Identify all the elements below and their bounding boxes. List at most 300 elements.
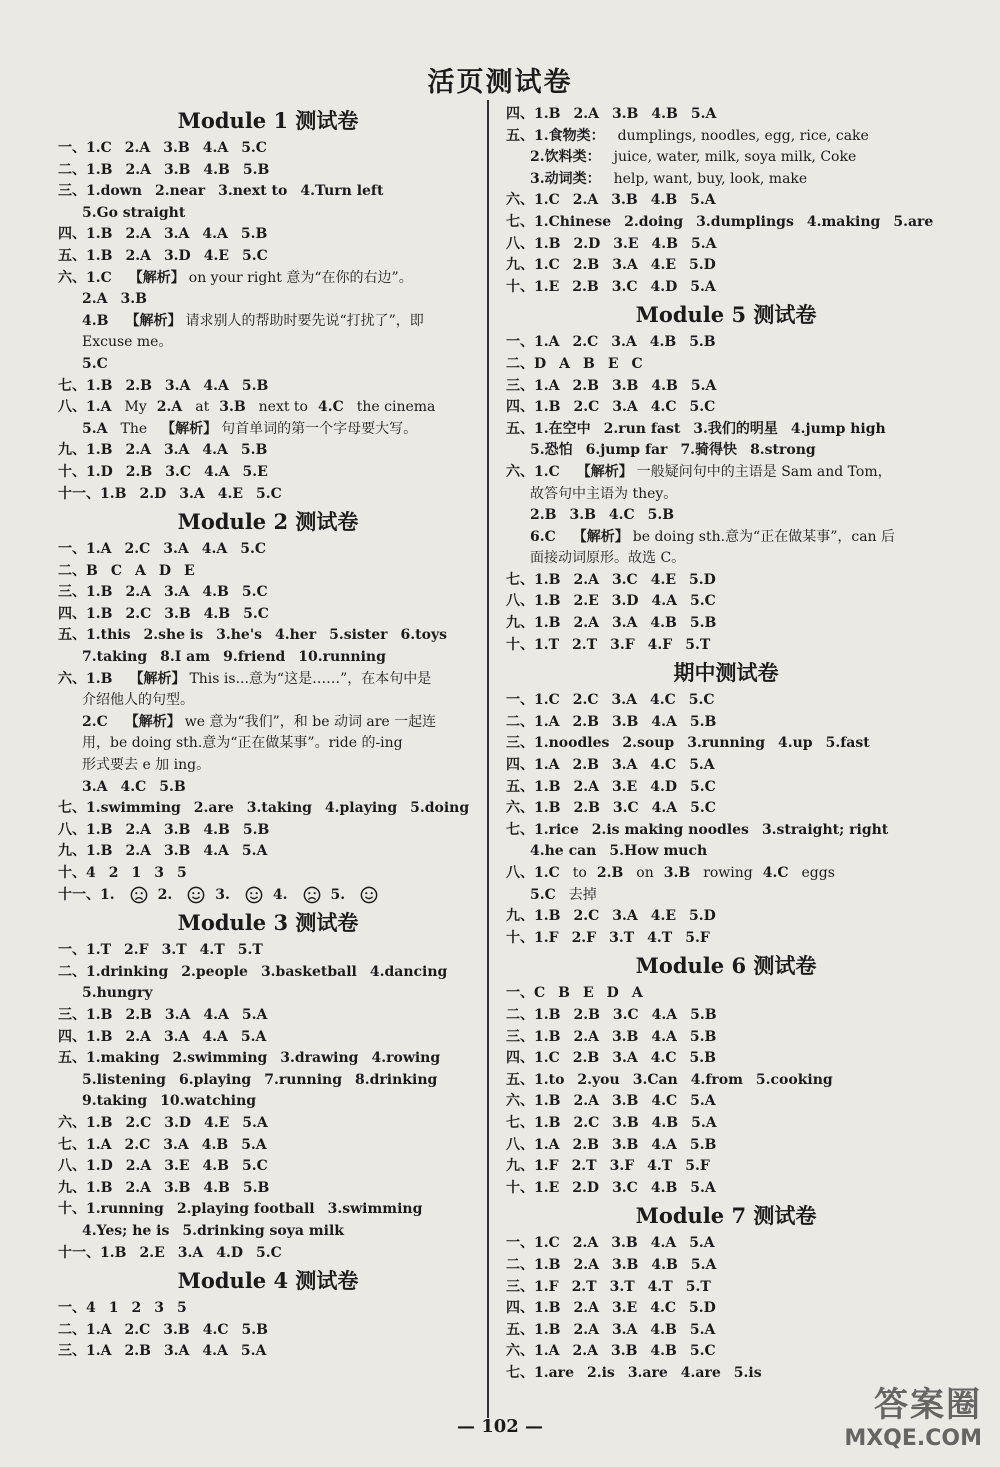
answer: 1.noodles (534, 735, 610, 752)
answer: 3.basketball (260, 963, 357, 980)
answer: 3.straight; right (761, 821, 889, 838)
happy-face-icon (360, 886, 378, 904)
answer: 4.A (202, 140, 229, 156)
question-number: 十、 (58, 865, 86, 881)
answer: 1.F (534, 929, 559, 946)
answer-line (506, 484, 946, 506)
question-number: 八、 (506, 865, 534, 881)
answer: C (110, 562, 122, 579)
answer-line (58, 777, 478, 799)
answer: 4.A (651, 713, 677, 730)
answer: 4 (86, 1300, 96, 1317)
answer: 5.A (240, 1343, 267, 1360)
answer-line (506, 613, 946, 635)
answer-line (58, 1070, 478, 1092)
answer-text: eggs (801, 865, 835, 881)
answer: 5.C (690, 593, 716, 610)
answer: 2.B (125, 1006, 152, 1023)
answer: D (534, 355, 547, 372)
answer: 3.B (611, 713, 639, 730)
question-number: 六、 (506, 1343, 534, 1360)
answer-line (506, 1156, 946, 1178)
answer: 3.B (611, 377, 639, 394)
answer: 5.A (690, 1093, 716, 1110)
answer-line (58, 289, 478, 311)
answer-line (58, 332, 478, 354)
answer: 2.C (82, 713, 108, 730)
section-heading: Module 3 测试卷 (177, 910, 359, 936)
answer: 4.C (317, 399, 344, 416)
answer: 5.D (689, 1300, 716, 1317)
answer: 1.B (86, 247, 113, 264)
watermark-logo: 答案圈 (874, 1385, 982, 1425)
answer: 4 (86, 865, 96, 881)
answer-line (506, 820, 946, 842)
answer: 1.C (534, 192, 560, 209)
answer: 2.A (125, 843, 151, 860)
answer: 5.A (241, 1136, 267, 1153)
answer-line (506, 928, 946, 950)
answer-line (58, 863, 478, 885)
answer: 4.T (647, 1158, 673, 1175)
answer: 4.her (275, 627, 317, 644)
answer: 3. (215, 886, 230, 903)
answer: 2.A (125, 226, 151, 243)
answer: 1.D (86, 1158, 113, 1175)
answer-line (506, 1178, 946, 1200)
answer-line (506, 169, 946, 191)
answer: 2.A (82, 291, 108, 308)
question-number: 五、 (58, 627, 86, 644)
answer-text: Excuse me。 (82, 334, 173, 351)
answer: 1.B (86, 605, 113, 622)
answer: 3.F (610, 636, 635, 653)
answer-text: 介绍他人的句型。 (82, 692, 194, 709)
answer: 5 (177, 1300, 187, 1317)
answer: 3.A (164, 377, 191, 394)
answer-line (58, 1320, 478, 1342)
answer: 5.doing (410, 800, 470, 817)
answer-line (506, 354, 946, 376)
answer: 2.playing football (176, 1201, 315, 1218)
answer-line (58, 1113, 478, 1135)
answer-text: to (572, 865, 587, 881)
answer-text: This is...意为“这是……”，在本句中是 (189, 670, 432, 687)
answer: 2.C (573, 1114, 600, 1131)
left-column (58, 104, 478, 1363)
answer-line (506, 733, 946, 755)
answer: 2.B (572, 377, 599, 394)
answer-line (58, 841, 478, 863)
answer: 5.C (689, 399, 716, 416)
answer: 4.A (651, 1028, 677, 1045)
answer: 1.D (86, 463, 113, 480)
question-number: 七、 (58, 377, 86, 394)
answer-line (58, 1178, 478, 1200)
question-number: 二、 (506, 1006, 534, 1023)
answer: 5.B (241, 377, 269, 394)
answer: 2.D (139, 485, 167, 502)
answer: E (607, 355, 619, 372)
answer: 4.B (650, 1321, 677, 1338)
answer-line (506, 255, 946, 277)
analysis-tag: 【解析】 (124, 713, 181, 730)
answer-line (58, 1027, 478, 1049)
answer: 5.恐怕 (530, 442, 573, 459)
answer: 3.C (611, 571, 638, 588)
answer-line (506, 755, 946, 777)
answer: 1.A (534, 757, 560, 774)
answer: 4.B (651, 1256, 678, 1273)
question-number: 九、 (506, 908, 534, 925)
answer: 2.A (125, 1179, 151, 1196)
answer: 1.B (100, 485, 127, 502)
answer-line (58, 1156, 478, 1178)
answer-line (506, 591, 946, 613)
answer: 1.B (534, 106, 561, 122)
answer: 5.B (240, 226, 268, 243)
answer: 5.B (689, 1050, 716, 1067)
answer: 4.A (203, 463, 230, 480)
answer: 1.C (534, 257, 560, 274)
answer: 3.B (569, 507, 596, 524)
answer: 3.C (612, 1179, 638, 1196)
answer: 1.C (534, 692, 560, 709)
answer: 5.A (689, 1321, 716, 1338)
answer-line (58, 354, 478, 376)
answer: 1.B (86, 584, 113, 601)
answer: 3.C (612, 800, 639, 817)
answer: 5.B (689, 1136, 717, 1153)
answer: 2.A (573, 615, 599, 632)
answer: 2.A (573, 106, 599, 122)
answer: 1.to (534, 1071, 565, 1088)
analysis-tag: 【解析】 (125, 312, 182, 329)
answer: 3.A (612, 257, 638, 274)
answer: 4.C (650, 757, 677, 774)
question-number: 六、 (506, 192, 534, 209)
answer: 4.up (778, 735, 813, 752)
answer: 1.食物类： (534, 127, 605, 144)
answer: 2.T (572, 636, 598, 653)
answer: 5.A (690, 235, 717, 252)
answer: 1.C (534, 1235, 560, 1252)
answer: 4.B (203, 821, 230, 838)
answer: 1.B (534, 1114, 561, 1131)
question-number: 一、 (58, 541, 86, 558)
answer: 4.T (199, 942, 225, 959)
question-number: 八、 (58, 821, 86, 838)
answer: 5.A (689, 1235, 715, 1252)
answer-line (58, 604, 478, 626)
answer: 5.C (690, 778, 716, 795)
answer: 2.B (572, 713, 599, 730)
question-number: 五、 (58, 247, 86, 264)
answer: 2.A (125, 442, 151, 459)
answer-line (506, 885, 946, 907)
answer: 3.B (163, 821, 191, 838)
answer: 1.B (86, 843, 113, 860)
answer-line (58, 268, 478, 290)
answer-text: 一般疑问句中的主语是 Sam and Tom， (636, 463, 892, 480)
answer-line (506, 147, 946, 169)
question-number: 二、 (506, 1256, 534, 1273)
answer: 3.A (612, 399, 638, 416)
answer: 1.this (86, 627, 131, 644)
question-number: 九、 (506, 257, 534, 274)
question-number: 七、 (506, 571, 534, 588)
answer-line (506, 1255, 946, 1277)
answer-line (58, 669, 478, 691)
analysis-tag: 【解析】 (129, 670, 186, 687)
answer: 3.B (611, 1028, 639, 1045)
question-number: 四、 (506, 757, 534, 774)
answer-line (506, 1341, 946, 1363)
answer: 2.C (124, 541, 151, 558)
answer: 2.people (181, 963, 248, 980)
answer: B (583, 355, 595, 372)
answer: 2.B (530, 507, 557, 524)
answer: 1.A (86, 1321, 112, 1338)
answer-line (506, 234, 946, 256)
question-number: 五、 (506, 420, 534, 437)
answer: 3.C (612, 1006, 639, 1023)
answer: 4.B (651, 235, 678, 252)
answer: 5.C (242, 1158, 268, 1175)
answer: 3.swimming (327, 1201, 423, 1218)
answer-text: 面接动词原形。故选 C。 (530, 550, 686, 567)
answer: 3.running (687, 735, 766, 752)
answer: 2.is making noodles (591, 821, 749, 838)
answer: 2 (131, 1300, 142, 1317)
answer: 3.A (177, 1244, 204, 1261)
answer: 1.B (534, 1300, 561, 1317)
answer: 3.A (611, 692, 638, 709)
answer: 1.B (86, 670, 113, 687)
answer: 4.B (82, 312, 109, 329)
answer-line (506, 1048, 946, 1070)
answer: 4.B (650, 615, 677, 632)
answer-line (506, 983, 946, 1005)
answer-text: be doing sth.意为“正在做某事”，can 后 (632, 528, 896, 545)
watermark (832, 1377, 982, 1449)
answer-text: 形式要去 e 加 ing。 (82, 757, 211, 774)
answer-line (58, 1243, 478, 1265)
question-number: 九、 (58, 442, 86, 459)
answer: 3.A (163, 584, 190, 601)
answer: 1.C (534, 463, 560, 480)
happy-face-icon (187, 886, 205, 904)
answer: 2.you (577, 1071, 620, 1088)
answer: 3.A (612, 908, 638, 925)
answer: 1.在空中 (534, 420, 591, 437)
answer: 1.B (534, 593, 561, 610)
answer: 5.C (689, 1343, 716, 1360)
answer: 4.A (203, 377, 229, 394)
analysis-tag: 【解析】 (576, 463, 633, 480)
answer: 2.B (596, 865, 624, 881)
answer: 2.C (125, 1114, 152, 1131)
answer: 5.are (893, 213, 934, 230)
answer-line (58, 376, 478, 398)
answer: 10.watching (160, 1093, 257, 1110)
answer: 4.C (762, 865, 789, 881)
answer-line (506, 277, 946, 299)
answer: 1.B (534, 1006, 561, 1023)
answer: 2.A (573, 1321, 599, 1338)
answer: 2.T (571, 1158, 597, 1175)
answer: 3.A (612, 1050, 638, 1067)
answer: 1.swimming (86, 800, 181, 817)
answer: 4.are (680, 1364, 721, 1381)
answer: 7.骑得快 (680, 442, 738, 459)
answer-line (506, 440, 946, 462)
answer: 4.T (647, 1278, 673, 1295)
section-heading: Module 4 测试卷 (177, 1268, 359, 1294)
answer: 2.doing (624, 213, 684, 230)
answer: 4.dancing (369, 963, 448, 980)
answer-line (506, 462, 946, 484)
answer-line (506, 376, 946, 398)
question-number: 八、 (506, 1136, 534, 1153)
answer: 4.he can (530, 843, 597, 860)
answer-line (506, 1320, 946, 1342)
question-number: 一、 (506, 1235, 534, 1252)
answer: 4.playing (324, 800, 398, 817)
answer: 5.B (689, 334, 716, 351)
answer-line (506, 863, 946, 885)
answer: 5.D (689, 257, 716, 274)
answer: 1.A (534, 377, 560, 394)
answer: 3.B (219, 399, 246, 416)
answer: 4.C (650, 692, 676, 709)
answer: 2.A (572, 1235, 599, 1252)
answer: 2 (108, 865, 119, 881)
answer: 3.B (611, 1093, 639, 1110)
answer: 2.饮料类： (530, 149, 601, 166)
answer: 3.A (163, 226, 190, 243)
answer-line (506, 906, 946, 928)
answer: 5.B (689, 615, 717, 632)
answer-line (506, 190, 946, 212)
answer: 3.A (163, 442, 190, 459)
answer: 2.E (139, 1244, 165, 1261)
answer: 3 (154, 865, 164, 881)
answer: 4.A (203, 1006, 229, 1023)
answer-line (58, 419, 478, 441)
question-number: 八、 (58, 399, 86, 416)
answer: 1 (108, 1300, 119, 1317)
answer: 5.T (685, 636, 711, 653)
answer: 3.A (163, 1343, 190, 1360)
answer: 3.D (164, 1114, 191, 1131)
answer: A (559, 355, 571, 372)
answer-line (506, 1233, 946, 1255)
answer: 2.T (571, 1278, 597, 1295)
answer: 5.B (690, 1006, 717, 1023)
answer-line (506, 570, 946, 592)
answer: 3.he's (216, 627, 263, 644)
answer-line (58, 246, 478, 268)
answer: 5.How much (609, 843, 708, 860)
answer: 3.B (611, 1235, 638, 1252)
question-number: 五、 (506, 1321, 534, 1338)
answer: 5.B (240, 442, 268, 459)
answer: 5.drinking soya milk (182, 1222, 344, 1239)
answer: 4.rowing (371, 1050, 441, 1067)
answer-line (506, 1113, 946, 1135)
answer-text: at (195, 399, 210, 416)
answer: 8.drinking (355, 1071, 438, 1088)
answer: D (158, 562, 172, 579)
section-heading: Module 5 测试卷 (635, 302, 817, 328)
answer-line (58, 462, 478, 484)
answer: 5.A (690, 1256, 717, 1273)
answer: 2.B (572, 278, 599, 295)
answer: 4.C (651, 1093, 678, 1110)
answer: 1 (131, 865, 142, 881)
answer-line (58, 138, 478, 160)
answer-line (58, 690, 478, 712)
answer: 4.C (650, 1300, 676, 1317)
answer-line (58, 983, 478, 1005)
answer: 4.jump high (790, 420, 886, 437)
answer-line (506, 1070, 946, 1092)
happy-face-icon (245, 886, 263, 904)
answer: 3.B (120, 291, 147, 308)
answer: 4.B (202, 1158, 229, 1175)
answer: 3.动词类： (530, 170, 601, 187)
question-number: 二、 (58, 562, 86, 579)
answer-line (58, 311, 478, 333)
answer-line (506, 104, 946, 126)
answer: 4.A (202, 442, 228, 459)
answer: 2.C (124, 1321, 151, 1338)
question-number: 六、 (58, 269, 86, 286)
answer: 5.C (690, 800, 716, 817)
answer: 2.C (573, 399, 600, 416)
answer: 5.C (243, 605, 269, 622)
answer: 2.B (573, 1006, 600, 1023)
answer: 4.A (202, 226, 228, 243)
question-number: 七、 (58, 800, 86, 817)
answer: 4.Yes; he is (82, 1222, 170, 1239)
answer: 5.B (242, 161, 270, 178)
answer: 1.B (534, 908, 561, 925)
question-number: 一、 (58, 140, 86, 156)
answer: 3.B (163, 843, 191, 860)
answer: 9.friend (223, 649, 286, 666)
answer: 2.A (573, 1028, 599, 1045)
answer-text: 用，be doing sth.意为“正在做某事”。ride 的-ing (82, 735, 403, 752)
answer: 4.making (806, 213, 881, 230)
answer: 2.A (125, 161, 151, 178)
answer: 5.C (530, 886, 556, 903)
question-number: 七、 (506, 1114, 534, 1131)
answer: 5.B (689, 713, 717, 730)
answer: 3.B (163, 1179, 191, 1196)
answer: 2.C (572, 334, 599, 351)
answer: 5.B (159, 778, 186, 795)
page-number: — 102 — (456, 1416, 544, 1437)
answer: 1.A (86, 1343, 112, 1360)
answer: 5.cooking (755, 1071, 833, 1088)
answer: 3.B (611, 1136, 639, 1153)
answer: 3.E (164, 1158, 190, 1175)
answer-line (58, 181, 478, 203)
section-heading: Module 1 测试卷 (177, 108, 359, 133)
answer: 1.B (86, 1006, 113, 1023)
